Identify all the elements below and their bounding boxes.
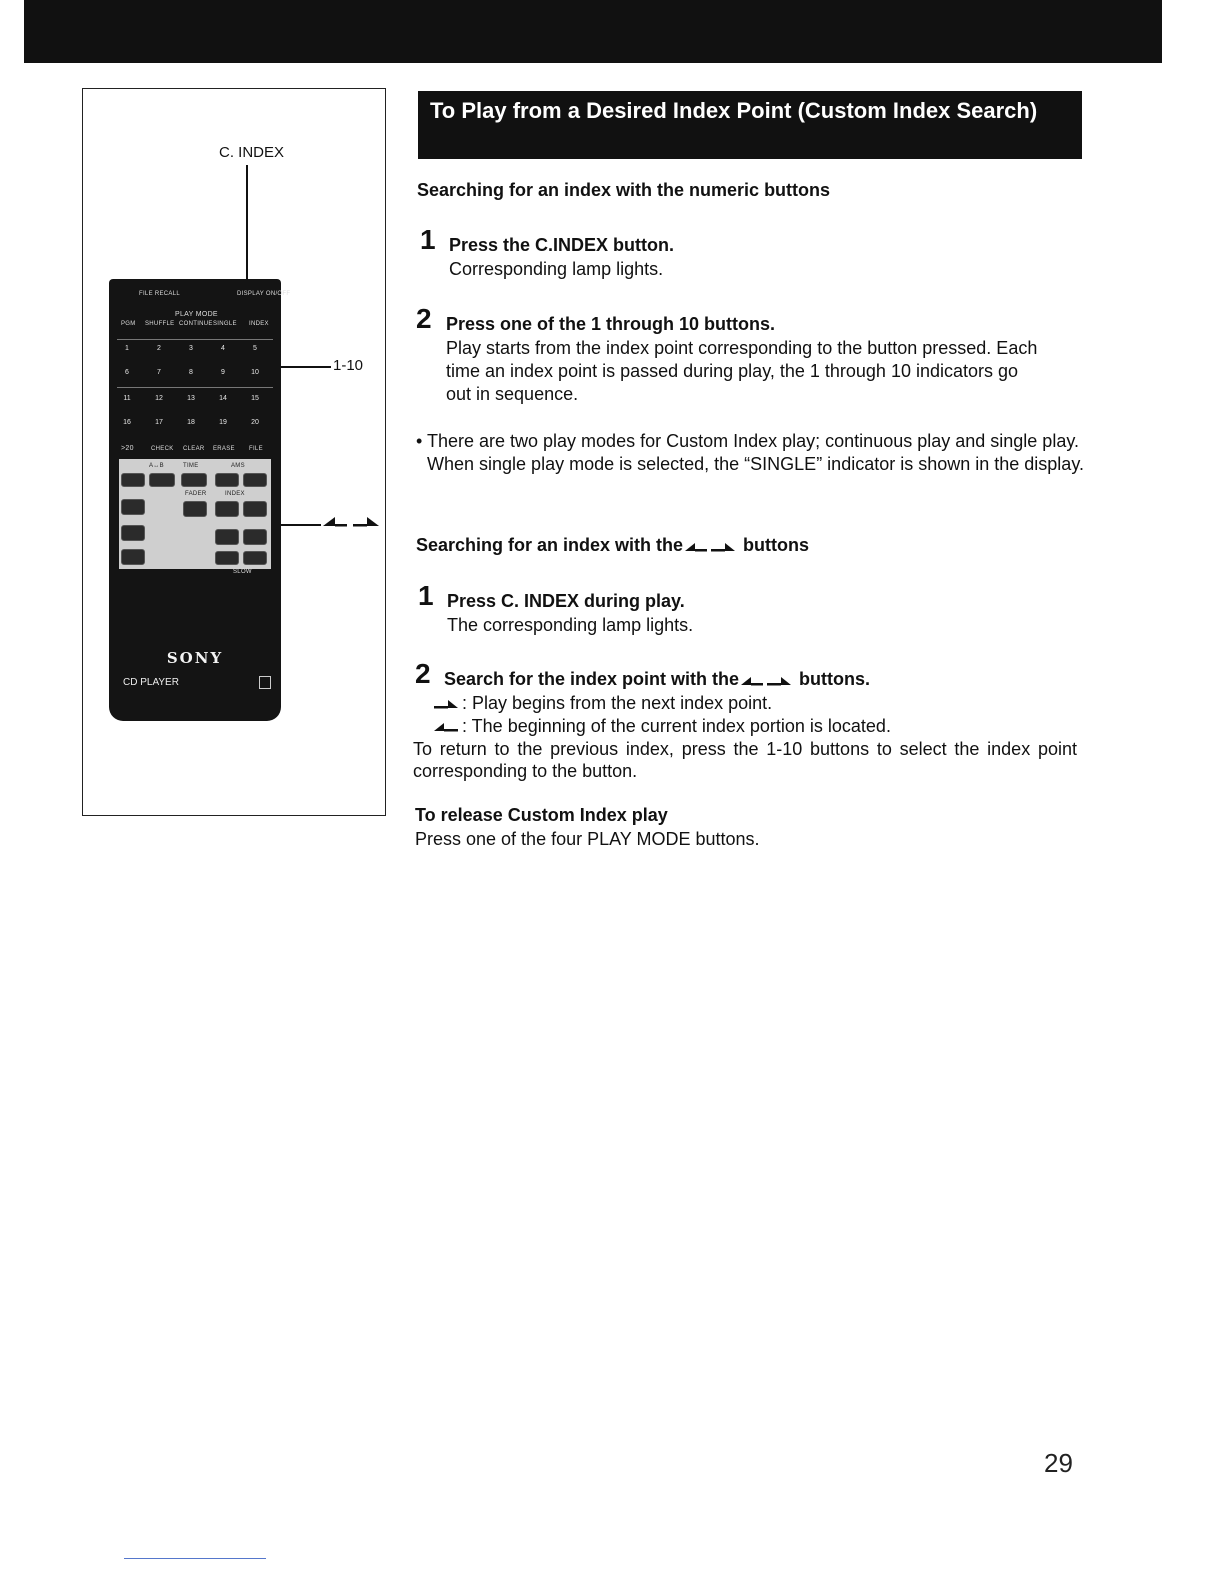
step-number: 1 <box>418 580 434 611</box>
index-skip-icon <box>683 539 743 553</box>
top-banner <box>24 0 1162 63</box>
release-heading: To release Custom Index play <box>415 805 668 825</box>
key-18[interactable]: 18 <box>187 419 195 426</box>
pause-button[interactable] <box>121 525 145 541</box>
file-recall-label: FILE RECALL <box>139 291 180 297</box>
prev-index-line: : The beginning of the current index portion is located. <box>432 715 1052 738</box>
mode-continue-label: CONTINUE <box>179 321 213 327</box>
key-3[interactable]: 3 <box>189 345 193 352</box>
ams-next-button[interactable] <box>243 473 267 487</box>
rewind-button[interactable] <box>215 529 239 545</box>
mode-pgm-label: PGM <box>121 321 136 327</box>
return-note: To return to the previous index, press the 1-10 buttons to select the index point corresponding to the button. <box>413 739 1077 781</box>
next-index-line: : Play begins from the next index point. <box>432 692 1052 715</box>
slow-fwd-button[interactable] <box>243 551 267 565</box>
key-15[interactable]: 15 <box>251 395 259 402</box>
section-heading: To Play from a Desired Index Point (Custom Index Search) <box>418 91 1082 159</box>
time-button[interactable] <box>181 473 207 487</box>
step-title: Press one of the 1 through 10 buttons. <box>446 314 776 334</box>
clear-label[interactable]: CLEAR <box>183 446 205 452</box>
key-9[interactable]: 9 <box>221 369 225 376</box>
skip-search-subheading: Searching for an index with the buttons <box>416 535 810 555</box>
key-20[interactable]: 20 <box>251 419 259 426</box>
ams-prev-button[interactable] <box>215 473 239 487</box>
mode-shuffle-label: SHUFFLE <box>145 321 175 327</box>
mode-index-label: INDEX <box>249 321 269 327</box>
fader-label: FADER <box>185 491 207 497</box>
ams-label: AMS <box>231 463 245 469</box>
bottom-rule <box>124 1558 266 1559</box>
display-label: DISPLAY ON/OFF <box>237 291 291 297</box>
step-number: 2 <box>415 658 431 689</box>
key-17[interactable]: 17 <box>155 419 163 426</box>
index-skip-icon <box>739 673 799 687</box>
key-5[interactable]: 5 <box>253 345 257 352</box>
index-label: INDEX <box>225 491 245 497</box>
index-next-button[interactable] <box>243 501 267 517</box>
slow-label: SLOW <box>233 569 252 575</box>
slow-rev-button[interactable] <box>215 551 239 565</box>
remote-control <box>109 279 291 721</box>
key-14[interactable]: 14 <box>219 395 227 402</box>
play-mode-note: • There are two play modes for Custom Index play; continuous play and single play. When single play mode is selected, the “SINGLE” indicator is shown in the display. <box>416 431 1084 474</box>
key-10[interactable]: 10 <box>251 369 259 376</box>
key-8[interactable]: 8 <box>189 369 193 376</box>
skip-buttons-callout-icon <box>321 513 383 529</box>
step-number: 1 <box>420 224 436 255</box>
key-11[interactable]: 11 <box>123 395 131 402</box>
key-1[interactable]: 1 <box>125 345 129 352</box>
file-label[interactable]: FILE <box>249 446 263 452</box>
cindex-leader-line <box>246 165 248 285</box>
step-body: The corresponding lamp lights. <box>447 615 694 635</box>
key-16[interactable]: 16 <box>123 419 131 426</box>
ab-button[interactable] <box>149 473 175 487</box>
numeric-search-subheading: Searching for an index with the numeric buttons <box>417 180 831 200</box>
page-number: 29 <box>1044 1448 1073 1478</box>
step-body: Play starts from the index point corresponding to the button pressed. Each time an index point is passed during play, the 1 through 10 indicators go out in sequence. <box>446 338 1038 404</box>
ffwd-button[interactable] <box>243 529 267 545</box>
time-label: TIME <box>183 463 199 469</box>
key-over-20[interactable]: >20 <box>121 445 134 452</box>
brand-logo: SONY <box>166 649 224 667</box>
remote-key[interactable] <box>121 473 145 487</box>
next-index-icon <box>432 698 462 710</box>
play-button[interactable] <box>121 499 145 515</box>
release-body: Press one of the four PLAY MODE buttons. <box>415 829 760 849</box>
index-prev-button[interactable] <box>215 501 239 517</box>
ab-label: A↔B <box>149 463 164 469</box>
key-19[interactable]: 19 <box>219 419 227 426</box>
step-number: 2 <box>416 303 432 334</box>
key-2[interactable]: 2 <box>157 345 161 352</box>
key-4[interactable]: 4 <box>221 345 225 352</box>
cindex-callout-label: C. INDEX <box>219 144 285 161</box>
step-body: Corresponding lamp lights. <box>449 259 664 279</box>
key-13[interactable]: 13 <box>187 395 195 402</box>
play-mode-label: PLAY MODE <box>175 311 218 318</box>
prev-index-icon <box>432 721 462 733</box>
remote-sensor-icon <box>259 676 271 689</box>
step-title: Press C. INDEX during play. <box>447 591 685 611</box>
key-6[interactable]: 6 <box>125 369 129 376</box>
step-title: Press the C.INDEX button. <box>449 235 675 255</box>
erase-label[interactable]: ERASE <box>213 446 235 452</box>
key-7[interactable]: 7 <box>157 369 161 376</box>
fader-button[interactable] <box>183 501 207 517</box>
range-callout-label: 1-10 <box>333 357 364 374</box>
model-label: CD PLAYER <box>123 677 179 688</box>
range-leader-line <box>279 366 331 368</box>
key-12[interactable]: 12 <box>155 395 163 402</box>
stop-button[interactable] <box>121 549 145 565</box>
step-title: Search for the index point with the buttons. <box>444 669 871 689</box>
mode-single-label: SINGLE <box>213 321 237 327</box>
remote-figure <box>82 88 386 816</box>
check-label[interactable]: CHECK <box>151 446 174 452</box>
